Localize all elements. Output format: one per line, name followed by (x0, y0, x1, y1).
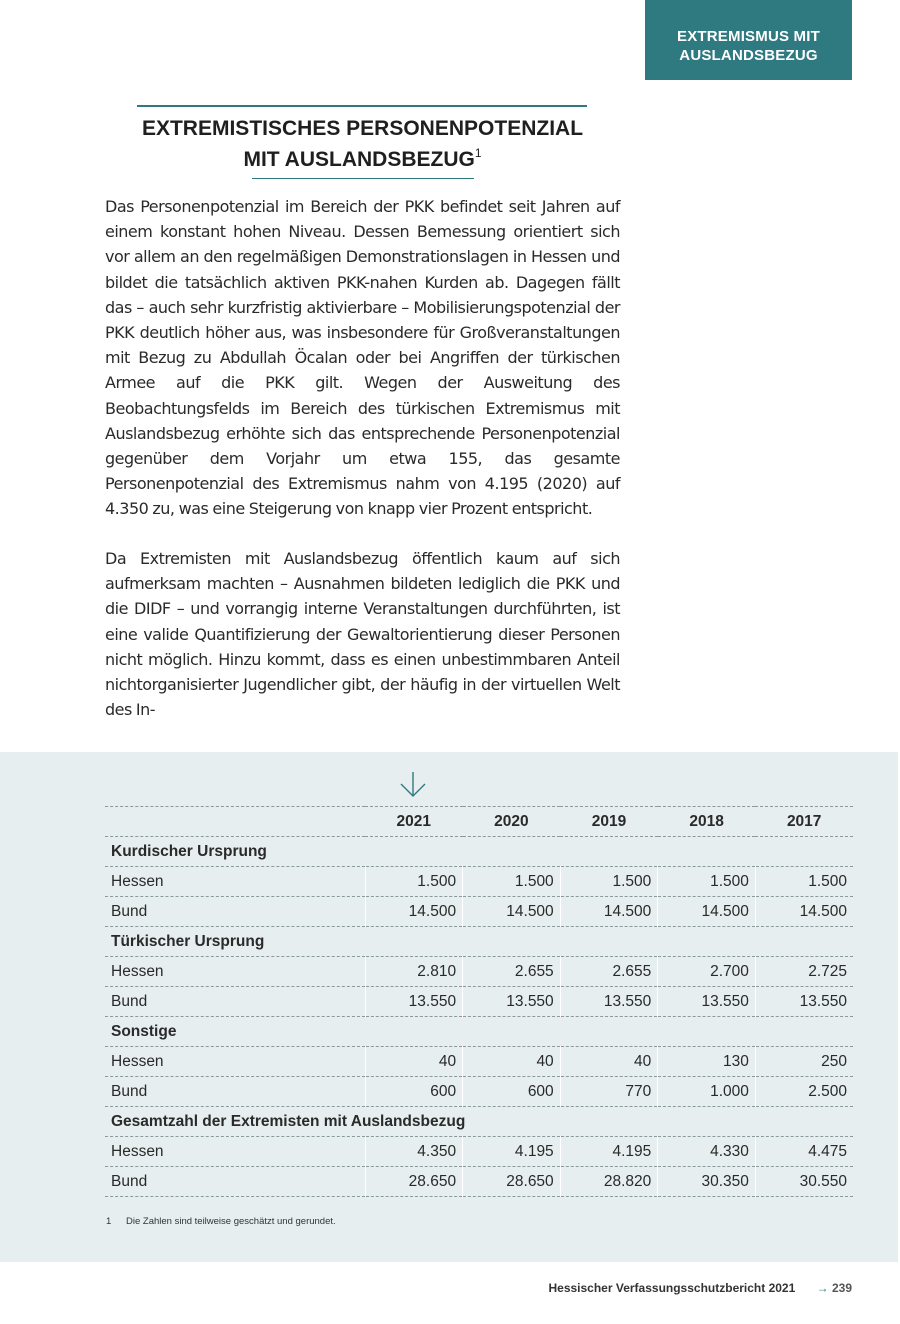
cell-value: 13.550 (463, 987, 561, 1017)
row-label: Hessen (105, 867, 365, 897)
page-footer (548, 1281, 852, 1295)
section-tab (645, 0, 852, 80)
table-row (105, 957, 853, 987)
cell-value: 2.655 (463, 957, 561, 987)
table-row (105, 897, 853, 927)
footnote-text: Die Zahlen sind teilweise geschätzt und gerundet. (126, 1216, 336, 1227)
cell-value: 30.550 (755, 1167, 853, 1197)
row-label: Bund (105, 1167, 365, 1197)
cell-value: 130 (658, 1047, 756, 1077)
header-year: 2019 (560, 807, 658, 837)
cell-value: 28.650 (463, 1167, 561, 1197)
cell-value: 13.550 (755, 987, 853, 1017)
cell-value: 40 (463, 1047, 561, 1077)
cell-value: 600 (365, 1077, 463, 1107)
cell-value: 14.500 (658, 897, 756, 927)
table-body (105, 837, 853, 1197)
group-row (105, 1107, 853, 1137)
cell-value: 2.500 (755, 1077, 853, 1107)
cell-value: 14.500 (463, 897, 561, 927)
section-tab-line1: EXTREMISMUS MIT (676, 28, 820, 45)
cell-value: 14.500 (560, 897, 658, 927)
footnote-number: 1 (106, 1216, 112, 1227)
table-row (105, 1137, 853, 1167)
cell-value: 1.500 (560, 867, 658, 897)
cell-value: 13.550 (658, 987, 756, 1017)
cell-value: 28.650 (365, 1167, 463, 1197)
cell-value: 600 (463, 1077, 561, 1107)
footer-arrow-icon: → (816, 1281, 829, 1295)
cell-value: 13.550 (560, 987, 658, 1017)
row-label: Bund (105, 897, 365, 927)
table-row (105, 867, 853, 897)
group-row (105, 837, 853, 867)
cell-value: 770 (560, 1077, 658, 1107)
table-header-row (105, 807, 853, 837)
cell-value: 250 (755, 1047, 853, 1077)
arrow-down-icon (398, 771, 428, 799)
row-label: Bund (105, 1077, 365, 1107)
cell-value: 40 (365, 1047, 463, 1077)
title-rule-bottom (252, 178, 474, 179)
cell-value: 1.500 (463, 867, 561, 897)
row-label: Hessen (105, 1137, 365, 1167)
cell-value: 1.500 (365, 867, 463, 897)
table-row (105, 1047, 853, 1077)
header-blank (105, 807, 365, 837)
cell-value: 4.195 (463, 1137, 561, 1167)
cell-value: 4.350 (365, 1137, 463, 1167)
section-tab-line2: AUSLANDSBEZUG (679, 47, 818, 64)
cell-value: 4.195 (560, 1137, 658, 1167)
header-year: 2021 (365, 807, 463, 837)
header-year: 2018 (658, 807, 756, 837)
cell-value: 2.725 (755, 957, 853, 987)
page-number: 239 (831, 1281, 852, 1295)
cell-value: 14.500 (755, 897, 853, 927)
title-rule-top (137, 105, 587, 107)
cell-value: 40 (560, 1047, 658, 1077)
title-line1: EXTREMISTISCHES PERSONENPOTENZIAL (141, 117, 584, 140)
cell-value: 14.500 (365, 897, 463, 927)
cell-value: 2.655 (560, 957, 658, 987)
table-row (105, 1167, 853, 1197)
cell-value: 1.000 (658, 1077, 756, 1107)
cell-value: 28.820 (560, 1167, 658, 1197)
group-row (105, 927, 853, 957)
header-year: 2020 (463, 807, 561, 837)
title-block (105, 105, 620, 179)
row-label: Hessen (105, 1047, 365, 1077)
cell-value: 30.350 (658, 1167, 756, 1197)
group-row (105, 1017, 853, 1047)
paragraph-2: Da Extremisten mit Auslandsbezug öffentlich kaum auf sich aufmerksam machten – Ausnahmen bildeten lediglich die PKK und die DIDF – und vorrangig interne Veranstaltungen durchführten, ist eine valide Quantifizierung der Gewaltorientierung dieser Personen nicht möglich. Hinzu kommt, dass es einen unbestimmbaren Anteil nichtorganisierter Jugendlicher gibt, der häufig in der virtuellen Welt des In- (105, 549, 620, 720)
title-line2 (105, 141, 620, 172)
row-label: Bund (105, 987, 365, 1017)
table-row (105, 987, 853, 1017)
group-label: Sonstige (105, 1017, 853, 1047)
group-label: Kurdischer Ursprung (105, 837, 853, 867)
row-label: Hessen (105, 957, 365, 987)
cell-value: 2.700 (658, 957, 756, 987)
extremists-table (105, 806, 853, 1197)
cell-value: 2.810 (365, 957, 463, 987)
group-label: Gesamtzahl der Extremisten mit Auslandsbezug (105, 1107, 853, 1137)
header-year: 2017 (755, 807, 853, 837)
cell-value: 1.500 (755, 867, 853, 897)
page-title (105, 116, 620, 172)
table-row (105, 1077, 853, 1107)
title-footnote-ref: 1 (474, 146, 482, 160)
footnote (106, 1216, 336, 1227)
footer-publication: Hessischer Verfassungsschutzbericht 2021 (548, 1281, 796, 1295)
cell-value: 4.330 (658, 1137, 756, 1167)
title-line2-text: MIT AUSLANDSBEZUG (243, 148, 475, 171)
paragraph-1: Das Personenpotenzial im Bereich der PKK befindet seit Jahren auf einem konstant hohen Niveau. Dessen Bemessung orientiert sich vor allem an den regelmäßigen Demonstrationslagen in Hessen und bildet die tatsächlich aktiven PKK-nahen Kurden ab. Dagegen fällt das – auch sehr kurzfristig aktivierbare – Mobilisierungspotenzial der PKK deutlich höher aus, was insbesondere für Großveranstaltungen mit Bezug zu Abdullah Öcalan oder bei Angriffen der türkischen Armee auf die PKK gilt. Wegen der Ausweitung des Beobachtungsfelds im Bereich des türkischen Extremismus mit Auslandsbezug erhöhte sich das entsprechende Personenpotenzial gegenüber dem Vorjahr um etwa 155, das gesamte Personenpotenzial des Extremismus nahm von 4.195 (2020) auf 4.350 zu, was eine Steigerung von knapp vier Prozent entspricht. (105, 197, 620, 519)
cell-value: 13.550 (365, 987, 463, 1017)
cell-value: 1.500 (658, 867, 756, 897)
cell-value: 4.475 (755, 1137, 853, 1167)
group-label: Türkischer Ursprung (105, 927, 853, 957)
